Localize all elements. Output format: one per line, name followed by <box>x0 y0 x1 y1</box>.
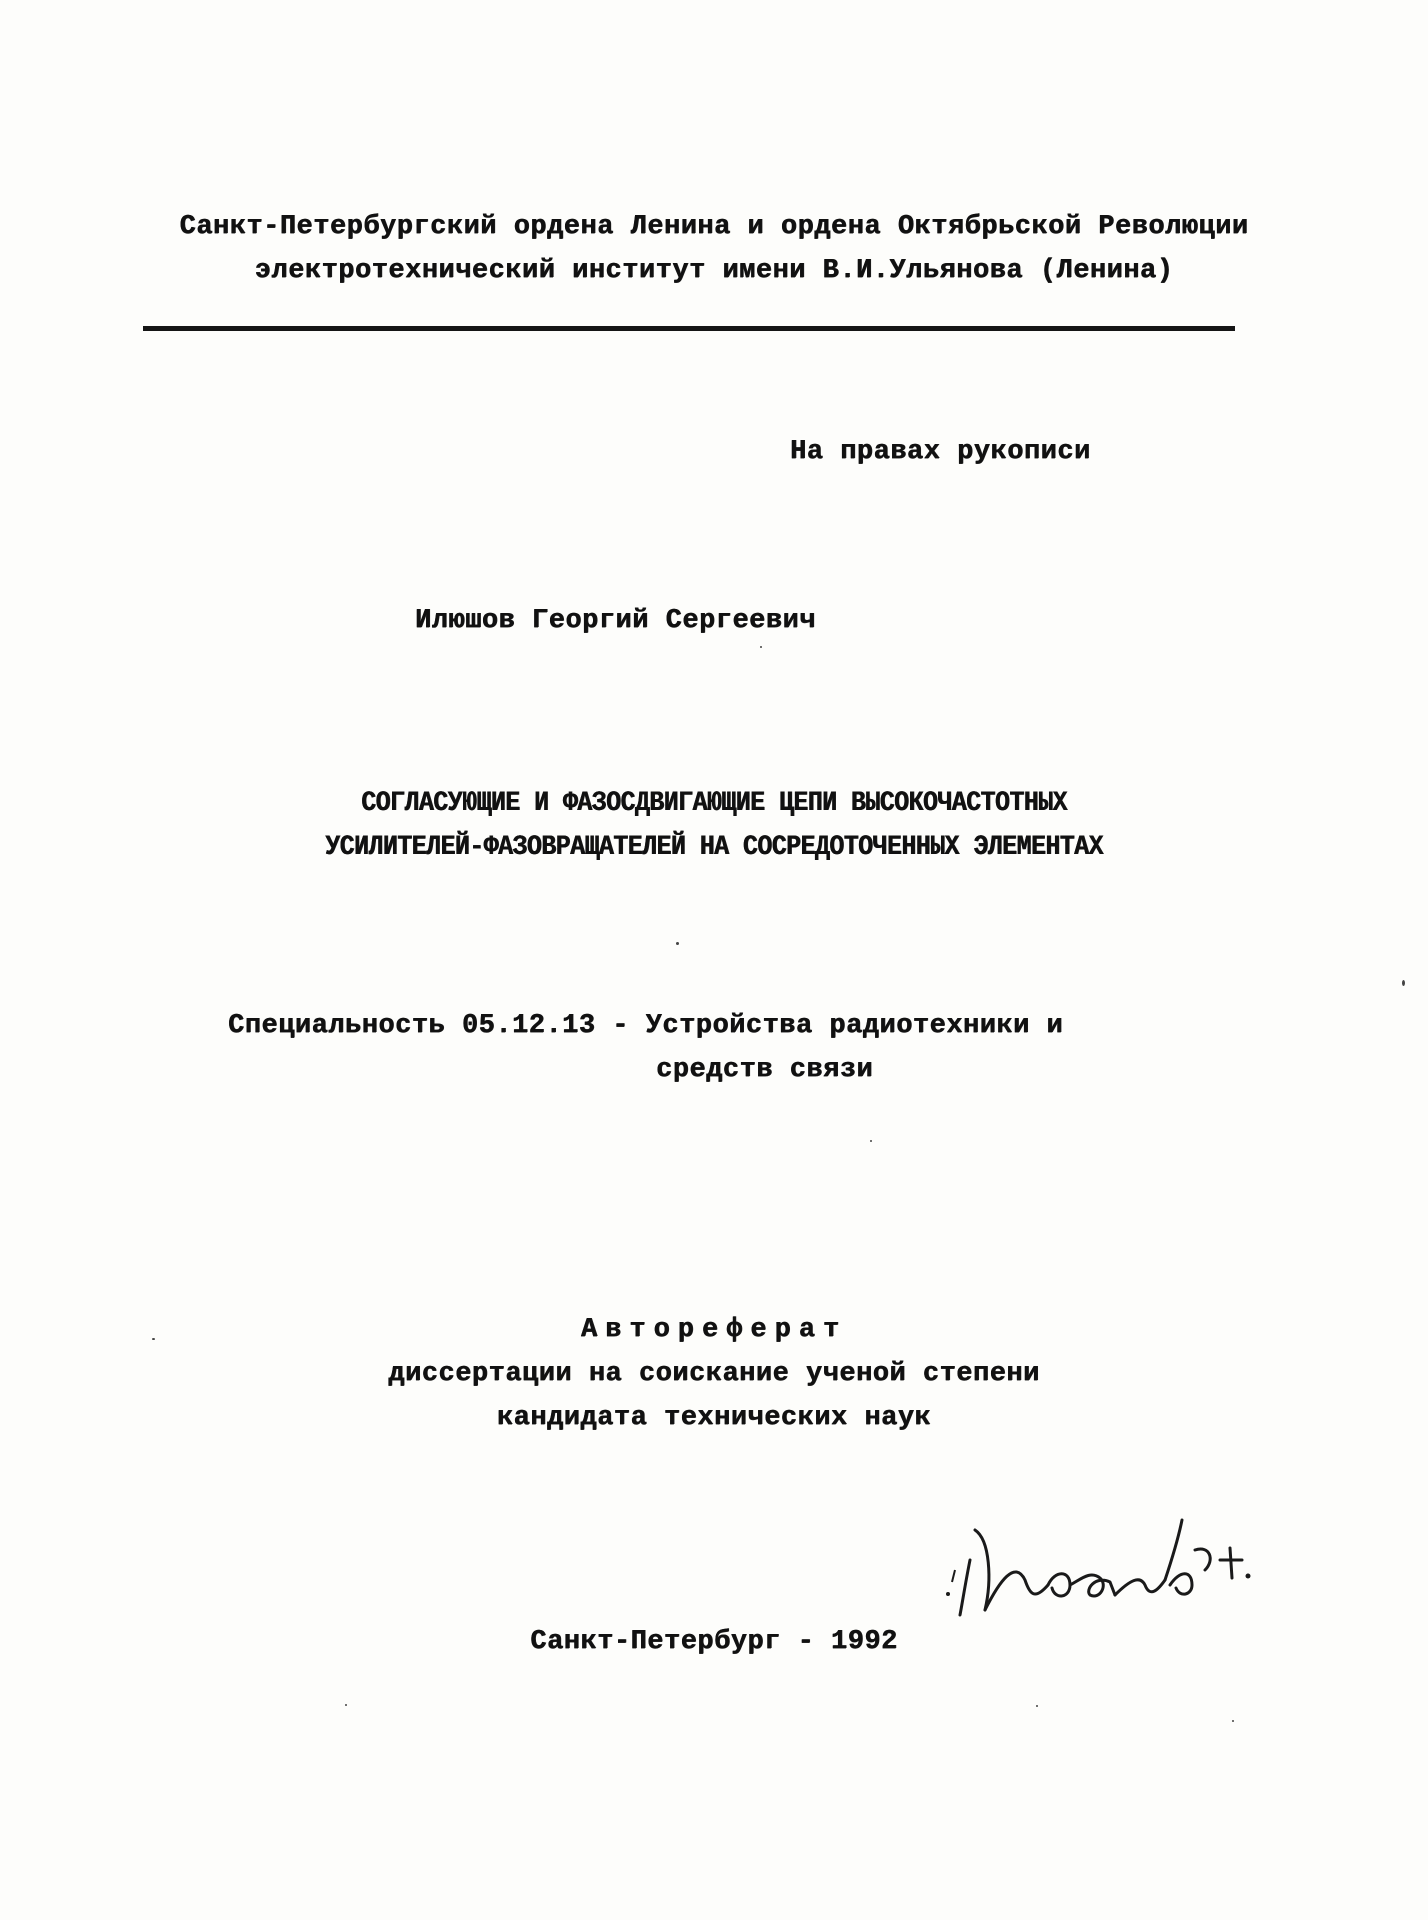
thesis-title-line-2: УСИЛИТЕЛЕЙ-ФАЗОВРАЩАТЕЛЕЙ НА СОСРЕДОТОЧЕННЫХ ЭЛЕМЕНТАХ <box>325 830 1103 863</box>
scan-speck <box>152 1338 155 1340</box>
city-year: Санкт-Петербург - 1992 <box>530 1627 898 1657</box>
scan-speck <box>676 942 679 945</box>
header-divider <box>143 326 1235 331</box>
scan-speck <box>345 1704 347 1706</box>
institution-line-1: Санкт-Петербургский ордена Ленина и ордена Октябрьской Революции <box>179 212 1249 242</box>
author-name: Илюшов Георгий Сергеевич <box>415 606 816 636</box>
specialty-line-2: средств связи <box>656 1055 874 1085</box>
scan-speck <box>870 1140 872 1142</box>
scan-speck <box>1036 1705 1038 1707</box>
institution-line-2: электротехнический институт имени В.И.Ульянова (Ленина) <box>254 256 1174 286</box>
scan-speck <box>760 646 762 648</box>
abstract-heading: Автореферат <box>580 1315 848 1345</box>
handwritten-signature <box>930 1490 1350 1630</box>
degree-line-2: кандидата технических наук <box>496 1403 932 1433</box>
thesis-title-line-1: СОГЛАСУЮЩИЕ И ФАЗОСДВИГАЮЩИЕ ЦЕПИ ВЫСОКОЧАСТОТНЫХ <box>361 786 1067 819</box>
scan-speck <box>1402 980 1405 986</box>
specialty-line-1: Специальность 05.12.13 - Устройства радиотехники и <box>228 1011 1064 1041</box>
rights-note: На правах рукописи <box>790 437 1091 467</box>
degree-line-1: диссертации на соискание ученой степени <box>388 1359 1040 1389</box>
scan-speck <box>1232 1720 1234 1722</box>
